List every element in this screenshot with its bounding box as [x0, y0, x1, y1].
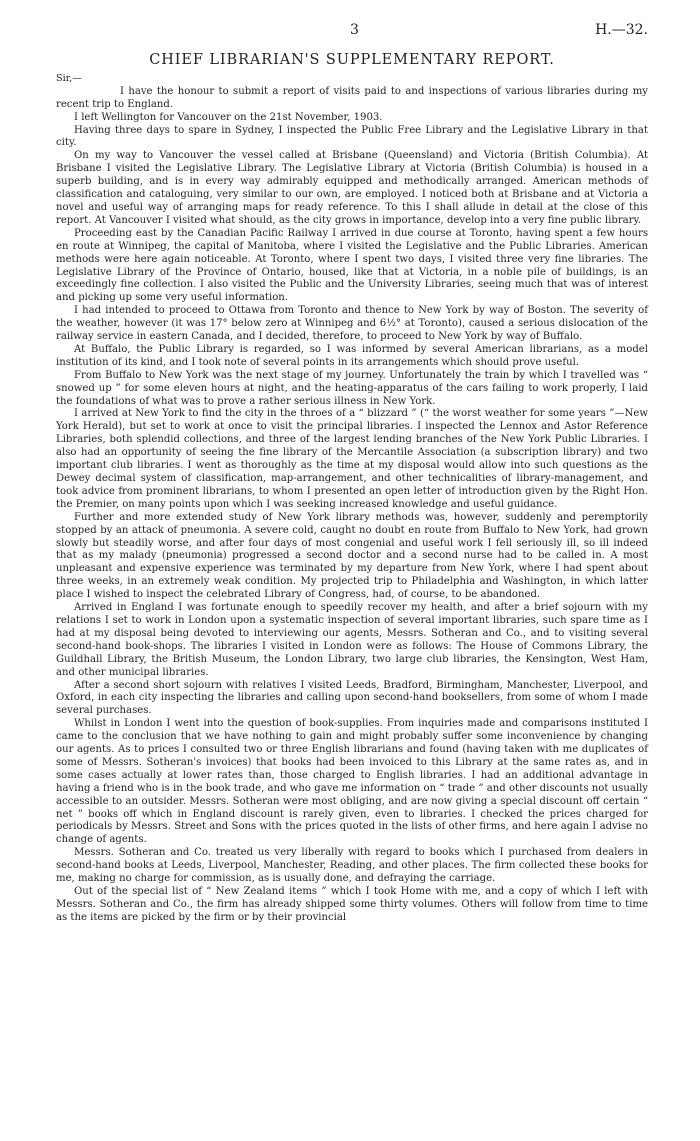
page-number: 3 — [350, 22, 359, 38]
paragraph: I had intended to proceed to Ottawa from Toronto and thence to New York by way of Boston. The severity of the weather, however (it was 17° below zero at Winnipeg and 6½° at Toronto), caused a serious dislocation of the railway service in eastern Canada, and I decided, therefore, to proceed to New York by way of Buffalo. — [56, 305, 648, 343]
salutation: Sir,— — [56, 72, 82, 84]
paragraph: Arrived in England I was fortunate enough to speedily recover my health, and after a brief sojourn with my relations I set to work in London upon a systematic inspection of several important libraries, such spare time as I had at my disposal being devoted to interviewing our agents, Messrs. Sotheran and Co., and to visiting several second-hand book-shops. The libraries I visited in London were as follows: The House of Commons Library, the Guildhall Library, the British Museum, the London Library, two large club libraries, the Kensington, West Ham, and other municipal libraries. — [56, 602, 648, 678]
paragraph: I arrived at New York to find the city in the throes of a “ blizzard ” (“ the worst weather for some years ”—New York Herald), but set to work at once to visit the principal libraries. I inspected the Lennox and Astor Reference Libraries, both splendid collections, and three of the largest lending branches of the New York Public Libraries. I also had an opportunity of seeing the fine library of the Mercantile Association (a subscription library) and two important club libraries. I went as thoroughly as the time at my disposal would allow into such questions as the Dewey decimal system of classification, map-arrangement, and other technicalities of library-management, and took advice from prominent librarians, to whom I presented an open letter of introduction given by the Right Hon. the Premier, on many points upon which I was seeking increased knowledge and useful guidance. — [56, 408, 648, 510]
report-body — [56, 86, 648, 925]
paragraph: On my way to Vancouver the vessel called at Brisbane (Queensland) and Victoria (British Columbia). At Brisbane I visited the Legislative Library. The Legislative Library at Victoria (British Columbia) is housed in a superb building, and is in every way admirably equipped and methodically arranged. American methods of classification and cataloguing, very similar to our own, are employed. I noticed both at Brisbane and at Victoria a novel and useful way of arranging maps for ready reference. To this I shall allude in detail at the close of this report. At Vancouver I visited what should, as the city grows in importance, develop into a very fine public library. — [56, 150, 648, 226]
paragraph: Proceeding east by the Canadian Pacific Railway I arrived in due course at Toronto, having spent a few hours en route at Winnipeg, the capital of Manitoba, where I visited the Legislative and the Public Libraries. American methods were here again noticeable. At Toronto, where I spent two days, I visited three very fine libraries. The Legislative Library of the Province of Ontario, housed, like that at Victoria, in a noble pile of buildings, is an exceedingly fine collection. I also visited the Public and the University Libraries, seeing much that was of interest and picking up some very useful information. — [56, 227, 648, 304]
paragraph: Having three days to spare in Sydney, I inspected the Public Free Library and the Legislative Library in that city. — [56, 124, 648, 149]
paragraph: Out of the special list of “ New Zealand items ” which I took Home with me, and a copy of which I left with Messrs. Sotheran and Co., the firm has already shipped some thirty volumes. Others will follow from time to time as the items are picked by the firm or by their provincial — [56, 886, 648, 923]
paragraph: Further and more extended study of New York library methods was, however, suddenly and peremptorily stopped by an attack of pneumonia. A severe cold, caught no doubt en route from Buffalo to New York, had grown slowly but steadily worse, and after four days of most congenial and useful work I fell seriously ill, so ill indeed that as my malady (pneumonia) progressed a second doctor and a second nurse had to be called in. A most unpleasant and expensive experience was terminated by my departure from New York, where I had spent about three weeks, in an extremely weak condition. My projected trip to Philadelphia and Washington, in which latter place I wished to inspect the celebrated Library of Congress, had, of course, to be abandoned. — [56, 511, 648, 601]
paragraph: Messrs. Sotheran and Co. treated us very liberally with regard to books which I purchased from dealers in second-hand books at Leeds, Liverpool, Manchester, Reading, and other places. The firm collected these books for me, making no charge for commission, as is usually done, and defraying the carriage. — [56, 847, 648, 885]
page-header — [56, 24, 648, 46]
report-title: CHIEF LIBRARIAN'S SUPPLEMENTARY REPORT. — [149, 52, 555, 68]
paragraph: Whilst in London I went into the question of book-supplies. From inquiries made and comparisons instituted I came to the conclusion that we have nothing to gain and might probably suffer some inconvenience by changing our agents. As to prices I consulted two or three English librarians and found (having taken with me duplicates of some of Messrs. Sotheran's invoices) that books had been invoiced to this Library at the same rates as, and in some cases actually at lower rates than, those charged to English libraries. I had an additional advantage in having a friend who is in the book trade, and who gave me information on “ trade ” and other discounts not usually accessible to an outsider. Messrs. Sotheran were most obliging, and are now giving a special discount off certain “ net ” books off which in England discount is rarely given, even to libraries. I checked the prices charged for periodicals by Messrs. Street and Sons with the prices quoted in the lists of other firms, and here again I advise no change of agents. — [56, 718, 648, 846]
paragraph: At Buffalo, the Public Library is regarded, so I was informed by several American librarians, as a model institution of its kind, and I took note of several points in its arrangements which should prove useful. — [56, 343, 648, 368]
paragraph: After a second short sojourn with relatives I visited Leeds, Bradford, Birmingham, Manchester, Liverpool, and Oxford, in each city inspecting the libraries and calling upon second-hand booksellers, from some of whom I made several purchases. — [56, 679, 648, 717]
paragraph: From Buffalo to New York was the next stage of my journey. Unfortunately the train by which I travelled was “ snowed up ” for some eleven hours at night, and the heating-apparatus of the cars failing to work properly, I laid the foundations of what was to prove a rather serious illness in New York. — [56, 369, 648, 407]
paragraph: I left Wellington for Vancouver on the 21st November, 1903. — [74, 111, 383, 123]
document-reference: H.—32. — [595, 22, 648, 38]
paragraph: I have the honour to submit a report of visits paid to and inspections of various libraries during my recent trip to England. — [56, 85, 648, 110]
